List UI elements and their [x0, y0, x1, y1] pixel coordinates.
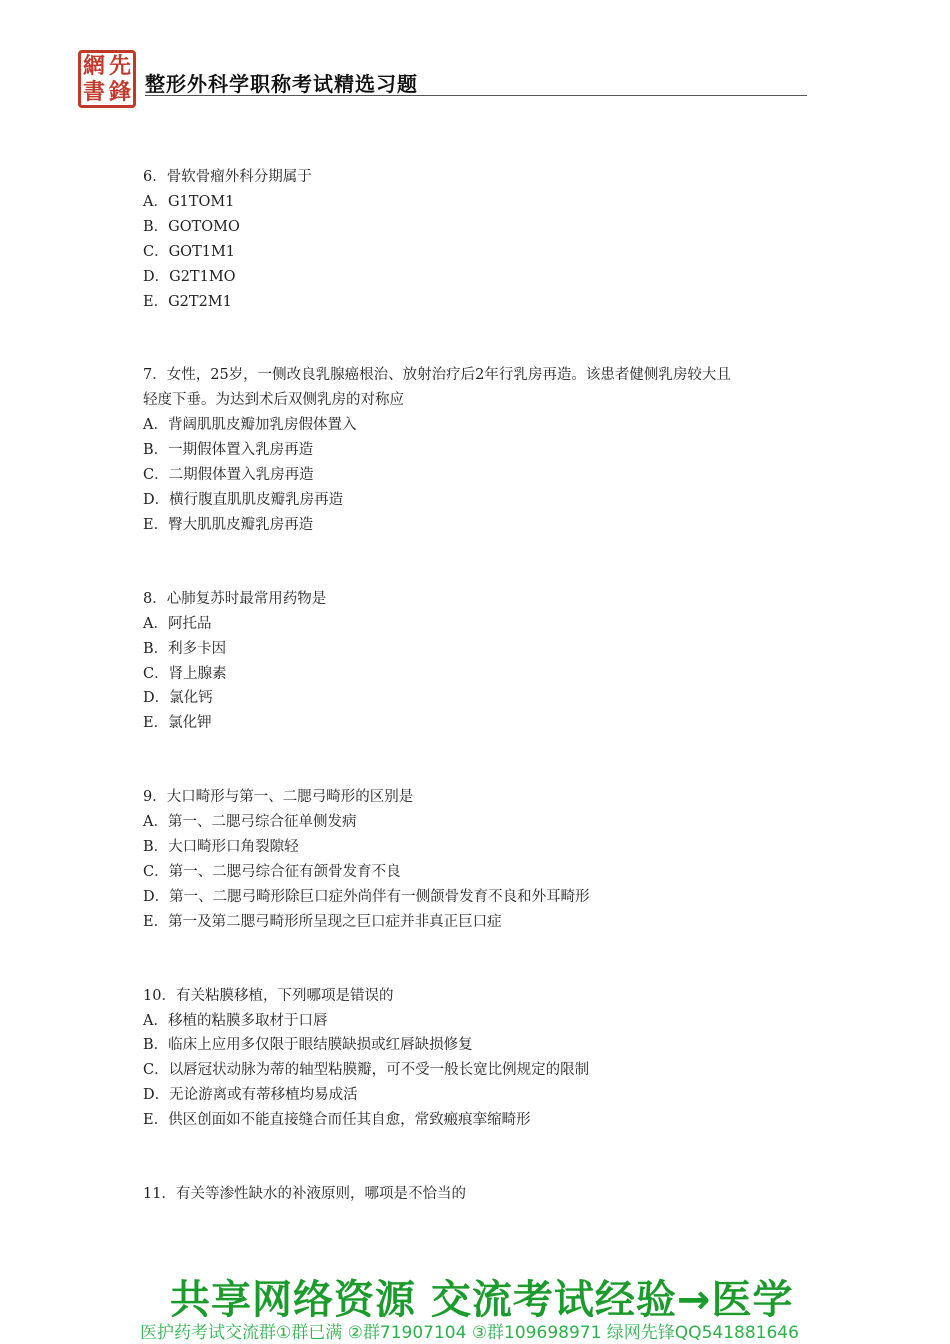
question-stem: 6．骨软骨瘤外科分期属于 — [143, 169, 312, 185]
question-stem: 8．心肺复苏时最常用药物是 — [143, 590, 327, 607]
answer-option: D．氯化钙 — [143, 690, 213, 707]
question-stem: 10．有关粘膜移植，下列哪项是错误的 — [143, 987, 394, 1004]
answer-option: C．GOT1M1 — [143, 243, 236, 260]
logo-char: 網 — [82, 53, 105, 79]
answer-option: B．大口畸形口角裂隙轻 — [143, 839, 299, 856]
logo-char: 鋒 — [108, 79, 131, 105]
answer-option: A．背阔肌肌皮瓣加乳房假体置入 — [143, 417, 357, 434]
footer-slogan: 共享网络资源 交流考试经验→医学 — [170, 1277, 794, 1323]
page-header — [78, 50, 808, 108]
question-item — [143, 1182, 833, 1207]
question-stem: 7．女性，25岁，一侧改良乳腺癌根治、放射治疗后2年行乳房再造。该患者健侧乳房较大且 — [143, 367, 731, 384]
answer-option: D．横行腹直肌肌皮瓣乳房再造 — [143, 491, 344, 508]
answer-option: B．临床上应用多仅限于眼结膜缺损或红唇缺损修复 — [143, 1037, 473, 1054]
answer-option: B．GOTOMO — [143, 218, 240, 235]
answer-option: C．以唇冠状动脉为蒂的轴型粘膜瓣，可不受一般长宽比例规定的限制 — [143, 1062, 590, 1079]
question-stem: 轻度下垂。为达到术后双侧乳房的对称应 — [143, 392, 404, 409]
footer-contact-line: 医护药考试交流群①群已满 ②群71907104 ③群109698971 绿网先锋QQ541881646 — [140, 1323, 799, 1343]
answer-option: D．G2T1MO — [143, 268, 236, 285]
answer-option: A．移植的粘膜多取材于口唇 — [143, 1012, 328, 1029]
answer-option: E．氯化钾 — [143, 715, 212, 732]
answer-option: C．第一、二腮弓综合征有颌骨发育不良 — [143, 863, 401, 880]
answer-option: B．一期假体置入乳房再造 — [143, 442, 314, 459]
site-logo — [78, 50, 136, 108]
answer-option: E．G2T2M1 — [143, 293, 232, 310]
answer-option: B．利多卡因 — [143, 640, 227, 657]
header-divider — [145, 95, 807, 96]
answer-option: E．供区创面如不能直接缝合而任其自愈，常致瘢痕挛缩畸形 — [143, 1112, 531, 1129]
question-item — [143, 587, 833, 736]
question-item — [143, 165, 833, 314]
answer-option: C．肾上腺素 — [143, 665, 227, 682]
answer-option: E．第一及第二腮弓畸形所呈现之巨口症并非真正巨口症 — [143, 913, 502, 930]
answer-option: A．第一、二腮弓综合征单侧发病 — [143, 814, 357, 831]
question-item — [143, 984, 833, 1133]
answer-option: A．阿托品 — [143, 615, 212, 632]
question-item — [143, 363, 833, 537]
footer-banner — [0, 1275, 950, 1344]
answer-option: C．二期假体置入乳房再造 — [143, 467, 314, 484]
answer-option: D．无论游离或有蒂移植均易成活 — [143, 1087, 358, 1104]
document-title: 整形外科学职称考试精选习题 — [145, 72, 418, 96]
answer-option: A．G1TOM1 — [143, 193, 235, 210]
question-stem: 11．有关等渗性缺水的补液原则，哪项是不恰当的 — [143, 1186, 466, 1203]
question-stem: 9．大口畸形与第一、二腮弓畸形的区别是 — [143, 789, 414, 806]
logo-char: 先 — [108, 53, 131, 79]
question-list — [143, 165, 833, 1256]
answer-option: D．第一、二腮弓畸形除巨口症外尚伴有一侧颌骨发育不良和外耳畸形 — [143, 888, 590, 905]
logo-char: 書 — [82, 79, 105, 105]
question-item — [143, 785, 833, 934]
answer-option: E．臀大肌肌皮瓣乳房再造 — [143, 516, 314, 533]
